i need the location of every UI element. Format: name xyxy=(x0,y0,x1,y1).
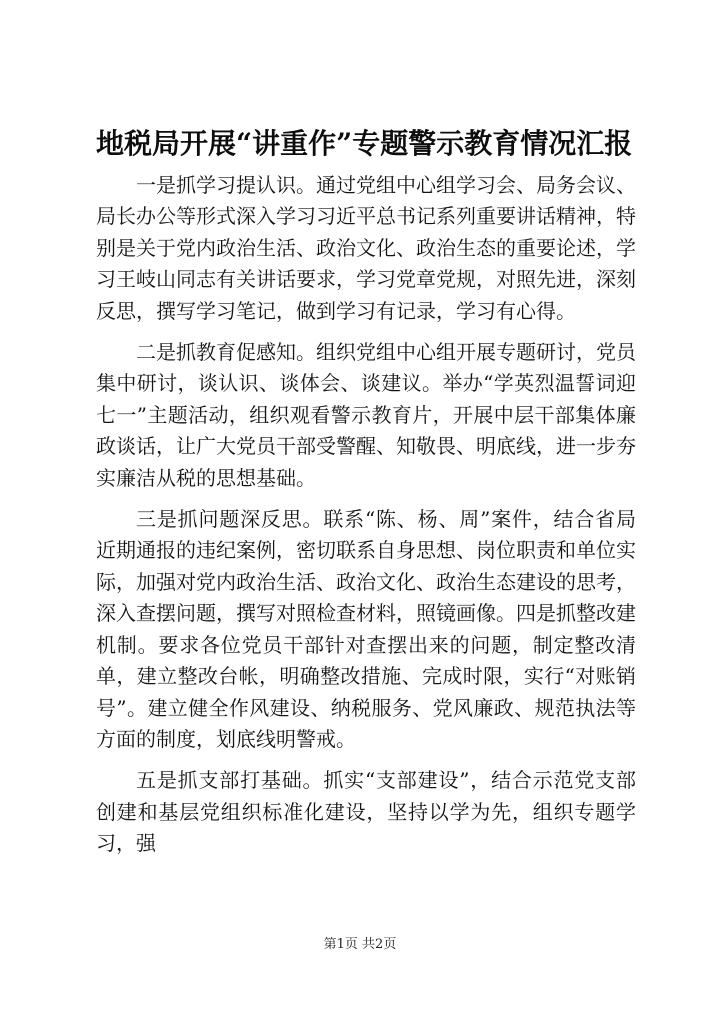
paragraph-1: 一是抓学习提认识。通过党组中心组学习会、局务会议、局长办公等形式深入学习习近平总书记系列重要讲话精神，特别是关于党内政治生活、政治文化、政治生态的重要论述，学习王岐山同志有关讲话要求，学习党章党规，对照先进，深刻反思，撰写学习笔记，做到学习有记录，学习有心得。 xyxy=(96,173,636,323)
document-body xyxy=(96,170,636,870)
page-footer: 第1页 共2页 xyxy=(323,937,397,952)
paragraph-2: 二是抓教育促感知。组织党组中心组开展专题研讨，党员集中研讨，谈认识、谈体会、谈建议。举办“学英烈温誓词迎七一”主题活动，组织观看警示教育片，开展中层干部集体廉政谈话，让广大党员干部受警醒、知敬畏、明底线，进一步夯实廉洁从税的思想基础。 xyxy=(96,340,636,490)
paragraph-4: 五是抓支部打基础。抓实“支部建设”，结合示范党支部创建和基层党组织标准化建设，坚持以学为先，组织专题学习，强 xyxy=(96,768,636,856)
paragraph-3: 三是抓问题深反思。联系“陈、杨、周”案件，结合省局近期通报的违纪案例，密切联系自身思想、岗位职责和单位实际，加强对党内政治生活、政治文化、政治生态建设的思考，深入查摆问题，撰写对照检查材料，照镜画像。四是抓整改建机制。要求各位党员干部针对查摆出来的问题，制定整改清单，建立整改台帐，明确整改措施、完成时限，实行“对账销号”。建立健全作风建设、纳税服务、党风廉政、规范执法等方面的制度，划底线明警戒。 xyxy=(96,507,636,751)
document-title: 地税局开展“讲重作”专题警示教育情况汇报 xyxy=(96,127,633,160)
